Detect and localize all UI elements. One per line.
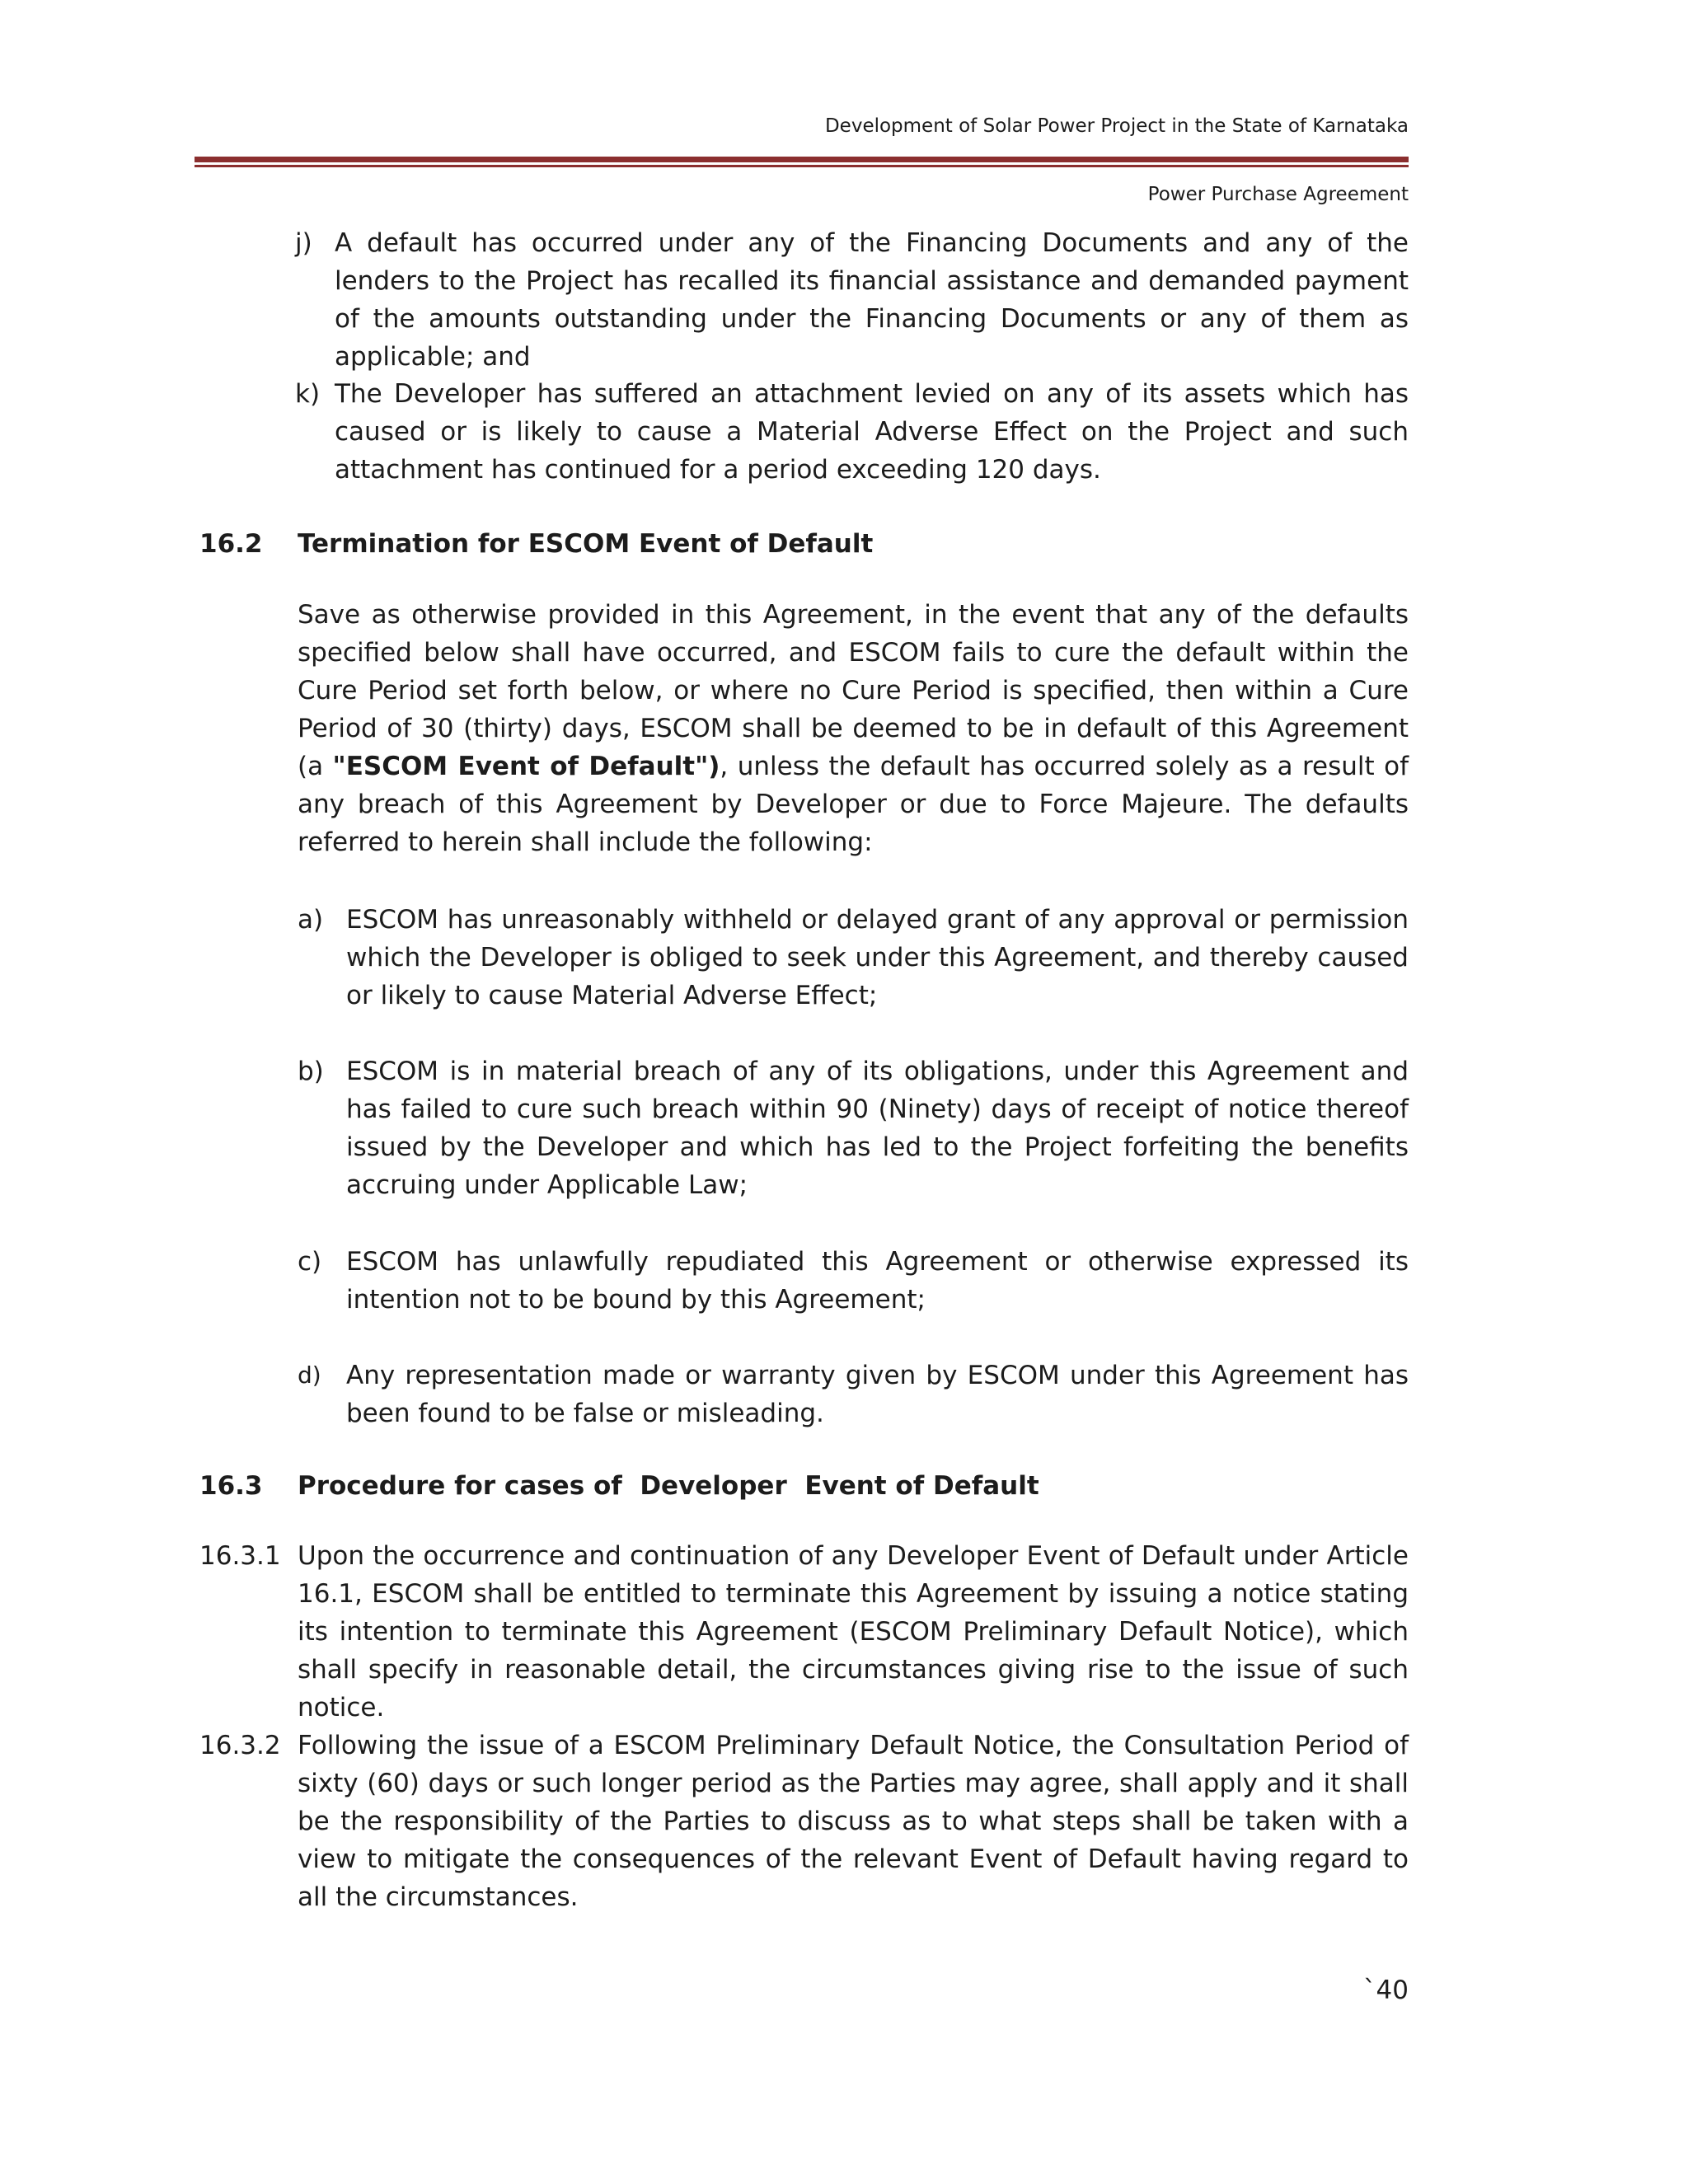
item-text-a: ESCOM has unreasonably withheld or delayed grant of any approval or permission which the Developer is obliged to seek under this Agreement, and thereby caused or likely to cause Material Adverse Effect;: [346, 905, 1409, 1010]
page-number: `40: [1363, 1975, 1409, 2005]
item-label-d: d): [298, 1361, 321, 1389]
header-subtitle: Power Purchase Agreement: [1147, 184, 1409, 205]
item-text-j: A default has occurred under any of the Financing Documents and any of the lenders to the Project has recalled its financial assistance and demanded payment of the amounts outstanding under the Financing Documents or any of them as applicable; and: [335, 228, 1409, 372]
clause-16-3-1-text: Upon the occurrence and continuation of any Developer Event of Default under Article 16.1, ESCOM shall be entitled to terminate this Agreement by issuing a notice stating its intention to terminate this Agreement (ESCOM Preliminary Default Notice), which shall specify in reasonable detail, the circumstances giving rise to the issue of such notice.: [298, 1541, 1409, 1722]
item-label-c: c): [298, 1247, 322, 1277]
header-rule-thick: [195, 157, 1409, 162]
section-16-3-number: 16.3: [199, 1471, 263, 1501]
item-label-k: k): [295, 379, 321, 409]
header-rule-thin: [195, 165, 1409, 167]
intro-text-part2: , unless the default has occurred solely as a result of any breach of this Agreement by Developer or due to Force Majeure. The defaults referred to herein shall include the following:: [298, 752, 1409, 857]
clause-16-3-2-number: 16.3.2: [199, 1731, 281, 1760]
section-16-2-intro: [298, 596, 1409, 861]
section-16-2-title: Termination for ESCOM Event of Default: [298, 529, 874, 559]
clause-16-3-1-number: 16.3.1: [199, 1541, 281, 1571]
item-label-b: b): [298, 1057, 324, 1086]
intro-defined-term: "ESCOM Event of Default"): [332, 752, 720, 781]
header-title: Development of Solar Power Project in the State of Karnataka: [824, 115, 1409, 137]
section-16-2-number: 16.2: [199, 529, 263, 559]
item-text-c: ESCOM has unlawfully repudiated this Agreement or otherwise expressed its intention not to be bound by this Agreement;: [346, 1247, 1409, 1315]
item-label-j: j): [295, 228, 312, 258]
intro-text-part1: Save as otherwise provided in this Agreement, in the event that any of the defaults specified below shall have occurred, and ESCOM fails to cure the default within the Cure Period set forth below, or where no Cure Period is specified, then within a Cure Period of 30 (thirty) days, ESCOM shall be deemed to be in default of this Agreement (a: [298, 600, 1409, 781]
clause-16-3-2-text: Following the issue of a ESCOM Preliminary Default Notice, the Consultation Period of sixty (60) days or such longer period as the Parties may agree, shall apply and it shall be the responsibility of the Parties to discuss as to what steps shall be taken with a view to mitigate the consequences of the relevant Event of Default having regard to all the circumstances.: [298, 1731, 1409, 1912]
item-label-a: a): [298, 905, 324, 935]
item-text-d: Any representation made or warranty given by ESCOM under this Agreement has been found to be false or misleading.: [346, 1361, 1409, 1428]
item-text-k: The Developer has suffered an attachment levied on any of its assets which has caused or is likely to cause a Material Adverse Effect on the Project and such attachment has continued for a period exceeding 120 days.: [335, 379, 1409, 485]
section-16-3-title: Procedure for cases of Developer Event of Default: [298, 1471, 1039, 1501]
item-text-b: ESCOM is in material breach of any of its obligations, under this Agreement and has failed to cure such breach within 90 (Ninety) days of receipt of notice thereof issued by the Developer and which has led to the Project forfeiting the benefits accruing under Applicable Law;: [346, 1057, 1409, 1200]
